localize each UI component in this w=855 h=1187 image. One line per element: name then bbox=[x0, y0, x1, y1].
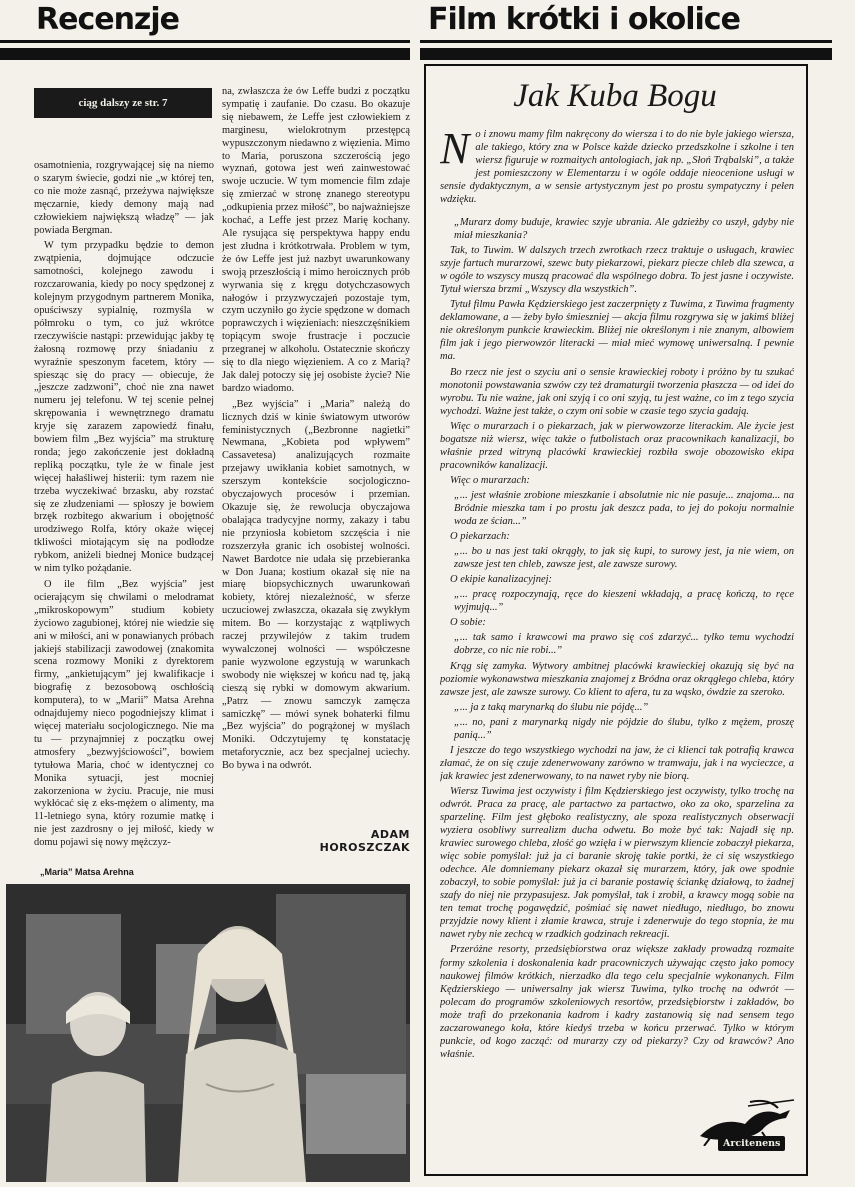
quote-paragraph: „... jest właśnie zrobione mieszkanie i absolutnie nic nie pasuje... znajoma... na Bródnie mieszka tam i po prostu jak deszcz pada, to jej do pokoju normalnie woda ze ścian...” bbox=[454, 489, 794, 528]
byline-first-name: ADAM bbox=[370, 828, 410, 841]
section-header-right: Film krótki i okolice bbox=[428, 2, 740, 37]
quote-paragraph: „... bo u nas jest taki okrągły, to jak się kupi, to surowy jest, ja nie wiem, on zawsze jest ten chleb, zawsze jest, ale zawsze surowy. bbox=[454, 546, 794, 571]
article-column-1 bbox=[34, 160, 214, 855]
section-header-left: Recenzje bbox=[36, 2, 180, 37]
byline bbox=[300, 828, 410, 854]
paragraph: O ekipie kanalizacyjnej: bbox=[450, 574, 553, 586]
photo-caption: „Maria” Matsa Arehna bbox=[40, 867, 134, 877]
continued-banner: ciąg dalszy ze str. 7 bbox=[34, 88, 212, 118]
byline-last-name: HOROSZCZAK bbox=[319, 841, 410, 854]
film-still-photo bbox=[6, 884, 410, 1182]
article-title: Jak Kuba Bogu bbox=[513, 78, 717, 114]
paragraph: I jeszcze do tego wszystkiego wychodzi na jaw, że ci klienci tak potrafią krawca złamać, że on się czuje zdenerwowany zarówno w tramwaju, jak i na wycieczce, a jak krawiec jest zdenerwowany, to na nawet ryby nie biorą. bbox=[440, 744, 794, 782]
article-lead bbox=[440, 128, 794, 210]
paragraph: Tak, to Tuwim. W dalszych trzech zwrotkach rzecz traktuje o usługach, krawiec szyje fartuch murarzowi, szewc buty piekarzowi, piekarz piecze chleb dla szewca, a w ogóle to wszyscy muszą pracować dla wspólnego dobra. To jest jasne i oczywiste. Tytuł wiersza brzmi „Wszyscy dla wszystkich”. bbox=[440, 245, 794, 296]
header-rule-left bbox=[0, 40, 410, 43]
paragraph: Krąg się zamyka. Wytwory ambitnej placówki krawieckiej okazują się być na poziomie wykonawstwa mieszkania znajomej z Bródna oraz okrągłego chleba, który zawsze jest, ale zawsze surowy. Co klient to afera, tu za wąsko, ówdzie za szeroko. bbox=[440, 660, 794, 698]
drop-cap: N bbox=[440, 128, 470, 173]
film-still-illustration bbox=[6, 884, 410, 1182]
archer-logo bbox=[690, 1096, 800, 1168]
paragraph: O ile film „Bez wyjścia” jest ocierającym się chwilami o melodramat „mikroskopowym” studium kobiety życiowo zagubionej, której nie wiedzie się ani w miłości, ani w ponawianych próbach jakiejś stabilizacji zawodowej (znakomita scena rozmowy Moniki z dyrektorem firmy, „ankietującym” jej kwalifikacje i biografię z bezosobową oschłością komputera), to w „Marii” Matsa Arehna odnajdujemy nieco pogodniejszy klimat i więcej materiału socjologicznego. Nie ma tu — przynajmniej z początku owej atmosfery „bezwyjściowości”, bowiem tytułowa Maria, choć w identycznej co Monika sytuacji, jest mocniej zakorzeniona w życiu. Pracuje, nie musi wykłócać się z eks-mężem o alimenty, ma 11-letniego syna, który rozumie matkę i nie jest zazdrosny o jej miłość, kiedy w domu pojawi się nowy mężczyz- bbox=[34, 579, 214, 849]
paragraph: O sobie: bbox=[450, 617, 486, 629]
paragraph: osamotnienia, rozgrywającej się na niemo o szarym świecie, godzi nie „w której ten, co nie może zasnąć, przeżywa największe męczarnie, kiedy demony mają nad człowiekiem największą władzę” — jak powiada Bergman. bbox=[34, 160, 214, 236]
paragraph: Bo rzecz nie jest o szyciu ani o sensie krawieckiej roboty i próżno by tu szukać monotonii powstawania szwów czy też dramaturgii tworzenia płaszcza — od idei do wyrobu. Tu nie ważne, jak oni szyją i co oni szyją, tu jest ważne, co im z tego szycia wychodzi. Ważne jest także, o czym oni sobie w czasie tego szycia gadają. bbox=[440, 366, 794, 417]
quote-paragraph: „... pracę rozpoczynają, ręce do kieszeni wkładają, a pracę kończą, to ręce wyjmują...” bbox=[454, 589, 794, 614]
quote-paragraph: „... ja z taką marynarką do ślubu nie pójdę...” bbox=[454, 701, 649, 713]
paragraph: „Bez wyjścia” i „Maria” należą do licznych dziś w kinie światowym utworów feministycznych („Bezbronne nagietki” Newmana, „Kobieta pod wpływem” Cassavetesa) analizujących rozmaite przejawy uwikłania kobiet samotnych, w szerszym kontekście socjologiczno-obyczajowych procesów i przemian. Okazuje się, że rewolucja obyczajowa obalająca tradycyjne normy, zakazy i tabu nie przyniosła kobietom szczęścia i nie rozszerzyła granic ich osobistej wolności. Nawet Bardotce nie udała się przebieranka w Don Juana; kostium okazał się nie na miarę biopsychicznych uwarunkowań kobiety, której niezależność, w sferze uczuciowej zwłaszcza, okazała się zwykłym mitem. Bo — korzystając z wątpliwych raczej przywilejów z takim trudem wywalczonej wolności — współczesne panie wyzwolone egzystują w warunkach swobody nie większej w końcu nad tę, jaką cieszą się rybki w domowym akwarium. „Patrz — znowu samczyk zamęcza samiczkę” — mówi synek bohaterki filmu „Bez wyjścia” do pogrążonej w myślach Moniki. Odczytujemy tę konstatację metaforycznie, acz bez specjalnej uciechy. Bo bywa i na odwrót. bbox=[222, 398, 410, 772]
header-bar-left bbox=[0, 48, 410, 60]
paragraph: O piekarzach: bbox=[450, 531, 510, 543]
quote-paragraph: „... no, pani z marynarką nigdy nie pójdzie do ślubu, tylko z mężem, proszę panią...” bbox=[454, 716, 794, 741]
quote-paragraph: „... tak samo i krawcowi ma prawo się coś zdarzyć... tylko temu wychodzi dobrze, co nic nie robi...” bbox=[454, 632, 794, 657]
quote-paragraph: „Murarz domy buduje, krawiec szyje ubrania. Ale gdzieżby co uszył, gdyby nie miał mieszkania? bbox=[454, 217, 794, 242]
header-rule-right bbox=[420, 40, 832, 43]
paragraph: Więc o murarzach: bbox=[450, 474, 530, 486]
paragraph: Tytuł filmu Pawła Kędzierskiego jest zaczerpnięty z Tuwima, z Tuwima fragmenty deklamowane, a — żeby było śmieszniej — akcja filmu rozgrywa się w jakimś bliżej nie określonym punkcie krawieckim. Bliżej nie określonym i nie znanym, albowiem film jak i jego pierwowzór literacki — miał mieć wymowę uniwersalną. I pewnie ma. bbox=[440, 299, 794, 363]
lead-text: o i znowu mamy film nakręcony do wiersza i to do nie byle jakiego wiersza, ale takiego, który zna w Polsce każde dziecko przedszkolne i szkolne i ten wiersz figuruje w rozmaitych antologiach, jak np. „Słoń Trąbalski”, a także jest pomieszczony w Elementarzu i w ogóle oddaje nieocenione usługi w sensie dydaktycznym, a w sensie artystycznym jest po prostu sympatyczny i pełen wdzięku. bbox=[440, 129, 794, 205]
paragraph: Wiersz Tuwima jest oczywisty i film Kędzierskiego jest oczywisty, tylko trochę na odwrót. Praca za pracę, ale partactwo za partactwo, oko za oko, sparzelina za sparzelinę. Film jest głęboko realistyczny, ale spoza realistycznych obserwacji wyziera osobliwy surrealizm ducha odwetu. Bo może być tak: Najadł się np. krawiec surowego chleba, złość go wzięła i w pierwszym kliencie zobaczył piekarza, więc sobie pomyślał: już ja ci baranie skroję takie portki, że ci się wszystkiego odechce. Ale domniemany piekarz okazał się murarzem, który, jak owe spodnie zobaczył, to sobie pomyślał: już ja ci baranie postawię ściankę działową, to żadnej szafy do niej nie przypasujesz. Jak pomyślał, tak i zrobił, a krawcy mogą sobie na ten temat trochę pogawędzić, pośmiać się nawet niedługo, niedługo, bo znowu przyjdzie nowy klient i złamie krawca, struje i zdenerwuje do tego stopnia, że mu nawet ryby nie zechcą w rzadkich godzinach rekreacji. bbox=[440, 785, 794, 941]
article-body-right bbox=[440, 216, 794, 1096]
paragraph: na, zwłaszcza że ów Leffe budzi z początku sympatię i zaufanie. Do czasu. Bo okazuje się niebawem, że Leffe jest człowiekiem z marginesu, wielokrotnym przestępcą wypuszczonym niedawno z więzienia. Mimo to Maria, poruszona szczerością jego wyznań, gotowa jest weń zainwestować swoje uczucie. W tym momencie film zdaje się zmierzać w stronę znanego stereotypu „odkupienia przez miłość”, bo najważniejsze kochać, a Leffe jest przez Marię kochany. Ale rysująca się perspektywa happy endu jest złudna i krótkotrwała. Problem w tym, że ów Leffe jest już nazbyt uwarunkowany swoją przeszłością i mimo heroicznych prób wyrwania się z kręgu dotychczasowych nałogów i przyzwyczajeń pozostaje tym, czym uczyniło go życie spędzone w domach poprawczych i więzieniach: nieszczęśnikiem topiącym swoje frustracje i poczucie przegranej w alkoholu. Ostatecznie skończy się to dla niego więzieniem. A co z Marią? Jak dalej potoczy się jej osobiste życie? Nie bardzo wiadomo. bbox=[222, 86, 410, 394]
logo-text: Arcitenens bbox=[718, 1136, 785, 1151]
paragraph: W tym przypadku będzie to demon zwątpienia, dojmujące odczucie samotności, kolejnego zawodu i rozczarowania, kiedy po nocy spędzonej z kolejnym przygodnym partnerem Monika, opuściwszy sypialnię, rozmyśla w półmroku o tym, co już wkrótce rzeczywiście nastąpi: przewidując jakby tę żałosną rozmowę przy śniadaniu z wyraźnie speszonym facetem, który — spiesząc się do pracy — obiecuje, że „jeszcze zadzwoni”, choć nie zna nawet numeru jej telefonu. W tej scenie pełnej skrępowania i wewnętrznego dramatu kryje się zarazem zapowiedź finału, bowiem film „Bez wyjścia” ma strukturę ronda; jego zakończenie jest dokładną repliką początku, tyle że w finale jest więcej hałaśliwej histerii: tym razem nie trzeba wyczekiwać brzasku, aby rozstać się ze złudzeniami — spłoszy je bowiem brzęk rozbitego akwarium i obojętność urodziwego Rolfa, który okaże więcej tkliwości miotającym się na podłodze rybkom, aniżeli biednej Monice budzącej w nim tylko pożądanie. bbox=[34, 240, 214, 575]
paragraph: Przeróżne resorty, przedsiębiorstwa oraz większe zakłady prowadzą rozmaite formy szkolenia i doskonalenia kadr pracowniczych używając często jako pomocy naukowej filmów krótkich, nierzadko dla tego celu specjalnie wykonanych. Film Kędzierskiego — uniwersalny jak wiersz Tuwima, tylko trochę na odwrót — polecam do programów szkoleniowych resortów, przedsiębiorstw i zakładów, bo może trafi do przekonania kadrom i kadry zastanowią się nad sensem tego zaczarowanego koła, które kiedyś trzeba w końcu przerwać. Tylko w którym punkcie, od kogo zacząć: od murarzy czy od piekarzy? Czy od krawców? Ano właśnie. bbox=[440, 944, 794, 1060]
article-column-2 bbox=[222, 86, 410, 826]
header-bar-right bbox=[420, 48, 832, 60]
paragraph: Więc o murarzach i o piekarzach, jak w pierwowzorze literackim. Ale życie jest bogatsze niż wiersz, więc także o futbolistach oraz pracownikach kanalizacji, bo właśnie przed witryną placówki krawieckiej rozbiła swoje obozowisko ekipa pracowników kanalizacji. bbox=[440, 420, 794, 471]
